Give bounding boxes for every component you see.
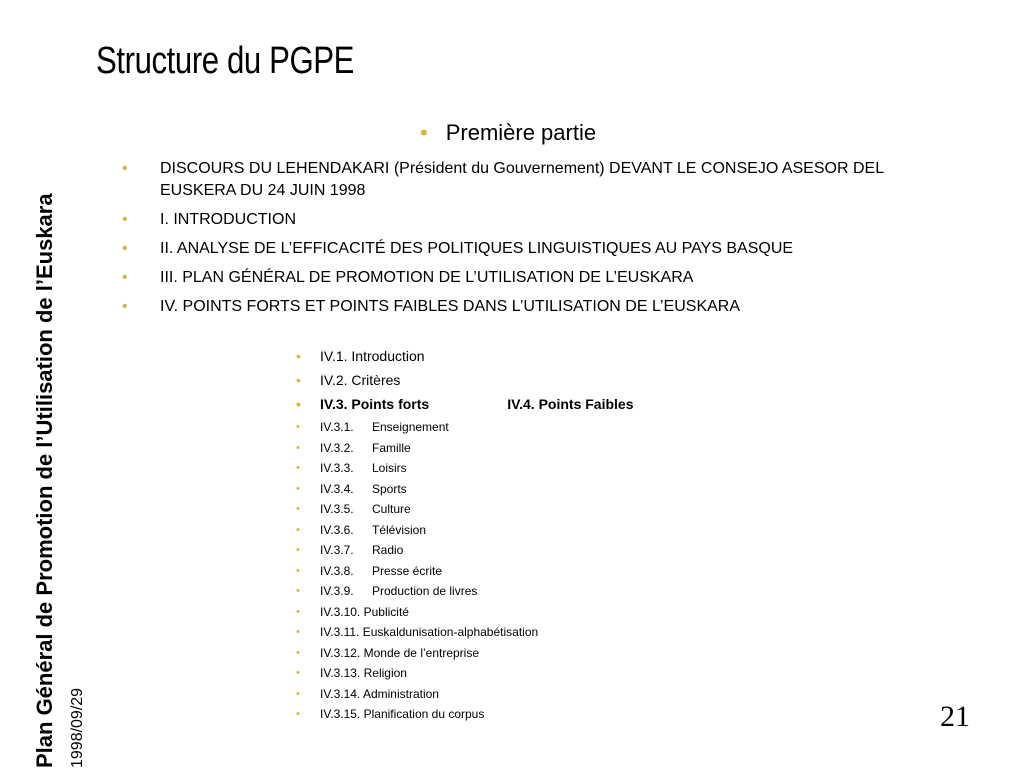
- points-row: [292, 395, 772, 414]
- sub-item-label: IV.2. Critères: [320, 372, 401, 388]
- sub-sub-item-label: Télévision: [372, 522, 427, 537]
- sub-sub-item-label: Monde de l’entreprise: [363, 645, 480, 660]
- sub-sub-item-number: IV.3.15.: [320, 707, 361, 721]
- list-item: [118, 209, 938, 231]
- bullet-icon: •: [296, 421, 300, 433]
- sub-item: [292, 371, 772, 390]
- sub-sub-item-label: Culture: [372, 502, 411, 516]
- sub-sub-item: [292, 419, 772, 435]
- sub-list: [292, 347, 772, 727]
- sub-sub-item-number: IV.3.4.: [320, 481, 354, 496]
- main-list: [118, 158, 938, 325]
- bullet-icon: •: [122, 298, 128, 315]
- list-item: [118, 267, 938, 289]
- sub-sub-item-number: IV.3.7.: [320, 543, 354, 557]
- bullet-icon: •: [420, 120, 428, 145]
- sub-sub-item-number: IV.3.12.: [320, 645, 361, 660]
- bullet-icon: •: [296, 687, 300, 700]
- list-item-label: II. ANALYSE DE L’EFFICACITÉ DES POLITIQUES LINGUISTIQUES AU PAYS BASQUE: [160, 240, 794, 257]
- sub-sub-item: [292, 481, 772, 497]
- sub-sub-item: [292, 624, 772, 640]
- bullet-icon: •: [296, 544, 300, 556]
- bullet-icon: •: [296, 605, 300, 618]
- bullet-icon: •: [296, 667, 300, 679]
- sub-sub-item: [292, 522, 772, 538]
- sub-sub-item: [292, 583, 772, 599]
- sub-sub-item-number: IV.3.1.: [320, 420, 354, 434]
- bullet-icon: •: [122, 269, 128, 286]
- sub-sub-item: [292, 604, 772, 620]
- sub-sub-item-label: Enseignement: [372, 420, 449, 434]
- bullet-icon: •: [296, 626, 300, 638]
- bullet-icon: •: [296, 396, 301, 412]
- sub-sub-item: [292, 665, 772, 681]
- sub-sub-item: [292, 706, 772, 722]
- sub-sub-item: [292, 501, 772, 517]
- sub-sub-item-label: Presse écrite: [372, 563, 443, 578]
- slide-number: 21: [940, 700, 970, 733]
- sub-sub-item-label: Religion: [363, 666, 407, 680]
- bullet-icon: •: [296, 503, 300, 515]
- bullet-icon: •: [296, 482, 300, 495]
- sub-sub-item: [292, 440, 772, 456]
- bullet-icon: •: [122, 240, 128, 257]
- sub-sub-item-number: IV.3.8.: [320, 563, 354, 578]
- bullet-icon: •: [296, 585, 300, 597]
- bullet-icon: •: [296, 462, 300, 474]
- sub-sub-item: [292, 460, 772, 476]
- sub-sub-item-number: IV.3.5.: [320, 502, 354, 516]
- sidebar-date: 1998/09/29: [69, 687, 86, 768]
- sub-sub-item-number: IV.3.13.: [320, 666, 361, 680]
- sub-sub-item-label: Publicité: [363, 604, 409, 619]
- sub-sub-item: [292, 542, 772, 558]
- sub-sub-item-number: IV.3.3.: [320, 461, 354, 475]
- sub-sub-item-label: Euskaldunisation-alphabétisation: [362, 625, 539, 639]
- list-item-label: III. PLAN GÉNÉRAL DE PROMOTION DE L’UTILISATION DE L’EUSKARA: [160, 269, 694, 286]
- list-item-label: DISCOURS DU LEHENDAKARI (Président du Gouvernement) DEVANT LE CONSEJO ASESOR DEL EUSKERA DU 24 JUIN 1998: [160, 160, 884, 199]
- bullet-icon: •: [296, 348, 301, 364]
- bullet-icon: •: [296, 441, 300, 454]
- bullet-icon: •: [296, 646, 300, 659]
- bullet-icon: •: [122, 160, 128, 177]
- list-item-label: IV. POINTS FORTS ET POINTS FAIBLES DANS L’UTILISATION DE L’EUSKARA: [160, 298, 741, 315]
- bullet-icon: •: [122, 211, 128, 228]
- sub-sub-item-label: Radio: [372, 543, 404, 557]
- sub-sub-item-number: IV.3.6.: [320, 522, 354, 537]
- sub-sub-item-label: Administration: [362, 686, 439, 701]
- sub-sub-item-label: Famille: [372, 440, 411, 455]
- list-item: [118, 158, 938, 202]
- sub-sub-item-number: IV.3.11.: [320, 625, 360, 639]
- bullet-icon: •: [296, 523, 300, 536]
- sub-sub-item-number: IV.3.9.: [320, 584, 354, 598]
- sub-sub-item-number: IV.3.14.: [320, 686, 361, 701]
- sub-sub-item-label: Production de livres: [372, 584, 478, 598]
- sub-sub-item: [292, 645, 772, 661]
- sub-item: [292, 347, 772, 366]
- sub-sub-item: [292, 563, 772, 579]
- bullet-icon: •: [296, 564, 300, 577]
- points-forts-label: IV.3. Points forts: [320, 396, 430, 412]
- sub-sub-item-label: Loisirs: [372, 461, 407, 475]
- sub-sub-item-label: Sports: [372, 481, 407, 496]
- points-faibles-label: IV.4. Points Faibles: [507, 396, 634, 412]
- sub-sub-item: [292, 686, 772, 702]
- list-item-label: I. INTRODUCTION: [160, 211, 296, 228]
- list-item: [118, 238, 938, 260]
- bullet-icon: •: [296, 708, 300, 720]
- sidebar-title: Plan Général de Promotion de l’Utilisation de l’Euskara: [32, 193, 57, 768]
- sub-sub-item-label: Planification du corpus: [363, 707, 485, 721]
- bullet-icon: •: [296, 372, 301, 388]
- part-heading: [420, 120, 596, 146]
- slide-title: Structure du PGPE: [96, 40, 355, 82]
- sub-sub-item-number: IV.3.10.: [320, 604, 361, 619]
- sub-item-label: IV.1. Introduction: [320, 348, 425, 364]
- part-heading-label: Première partie: [445, 120, 597, 145]
- list-item: [118, 296, 938, 318]
- sub-sub-item-number: IV.3.2.: [320, 440, 354, 455]
